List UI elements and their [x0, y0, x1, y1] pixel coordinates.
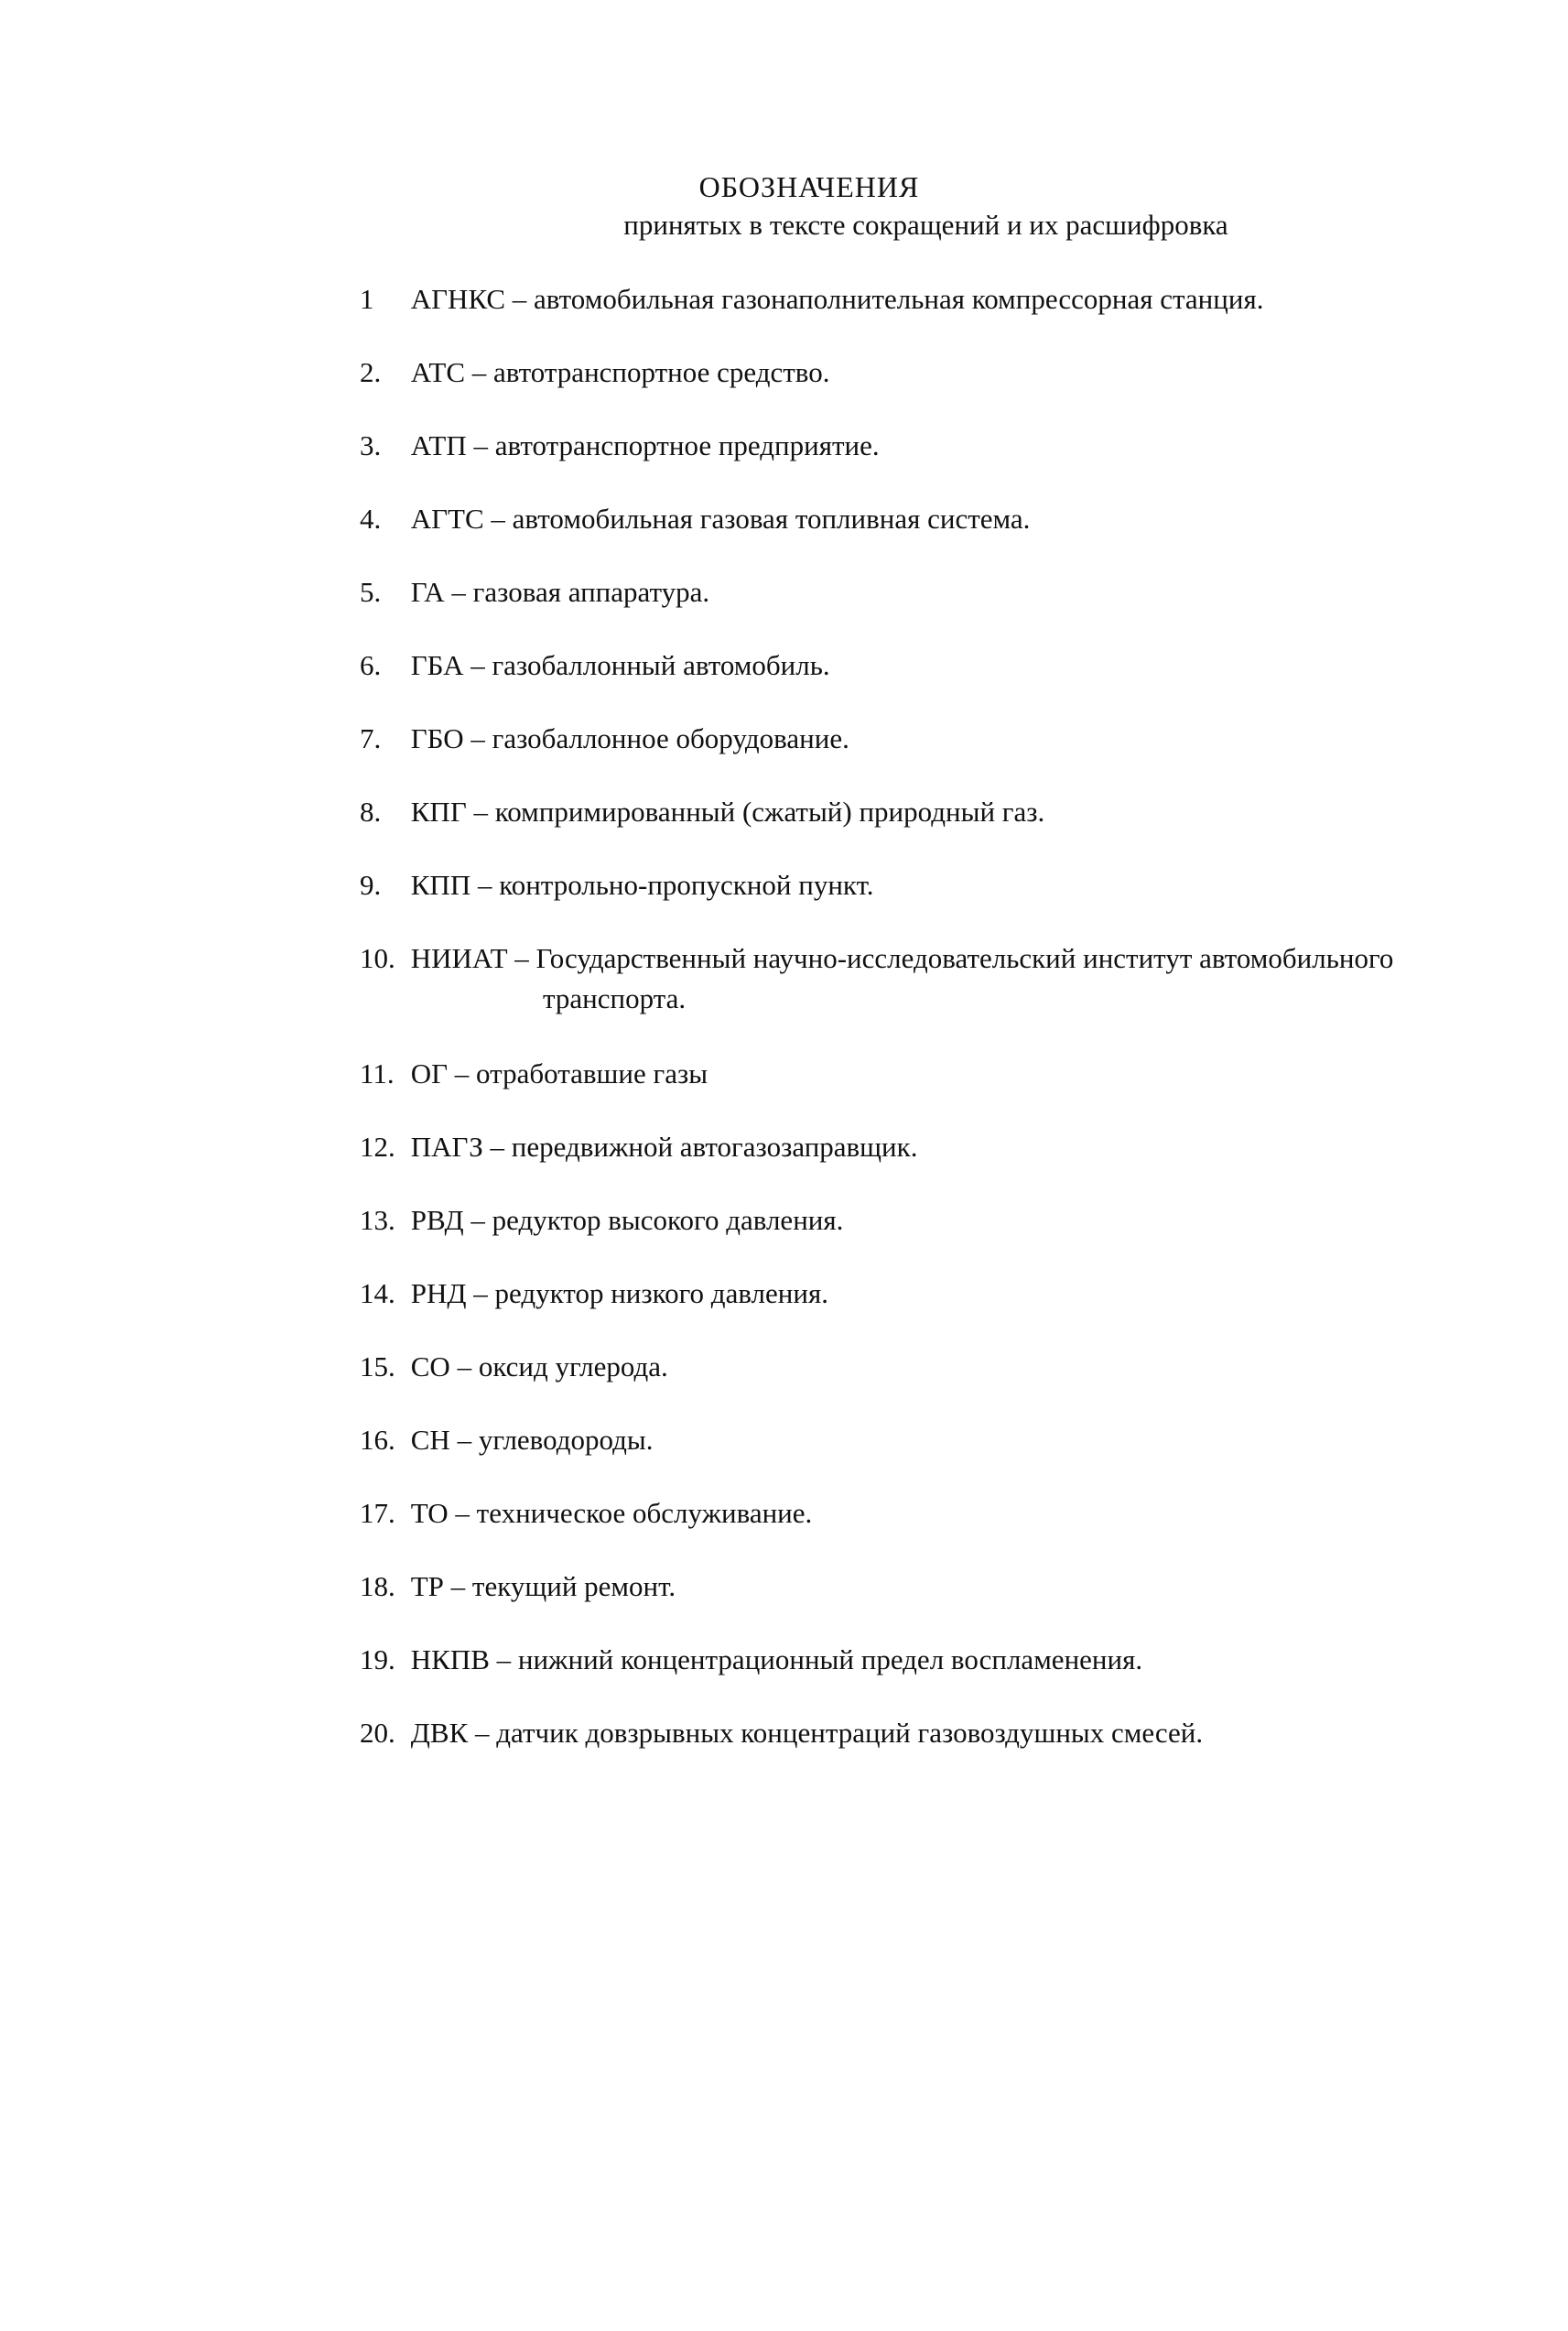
list-item: [360, 426, 1513, 499]
item-number: 17.: [360, 1497, 395, 1529]
list-item: [360, 1347, 1513, 1420]
item-text: КПП – контрольно-пропускной пункт.: [410, 869, 874, 901]
item-number: 14.: [360, 1277, 395, 1309]
list-item: [360, 1054, 1513, 1127]
item-number: 3.: [360, 429, 382, 461]
item-text: СО – оксид углерода.: [410, 1350, 668, 1382]
item-number: 11.: [360, 1057, 395, 1090]
list-item: [360, 1420, 1513, 1493]
list-item: [360, 1567, 1513, 1640]
item-text-continuation: транспорта.: [543, 982, 687, 1014]
list-item: [360, 719, 1513, 792]
list-item: [360, 792, 1513, 865]
item-number: 2.: [360, 356, 382, 388]
item-number: 16.: [360, 1424, 395, 1456]
page-title: ОБОЗНАЧЕНИЯ: [698, 170, 920, 203]
list-item: [360, 645, 1513, 719]
list-item: [360, 1274, 1513, 1347]
list-item: [360, 1127, 1513, 1200]
list-item: [360, 865, 1513, 938]
list-item: [360, 279, 1513, 352]
list-item: [360, 572, 1513, 645]
item-number: 10.: [360, 942, 395, 974]
page-subtitle: принятых в тексте сокращений и их расшифровка: [623, 209, 1228, 241]
list-item: [360, 1713, 1513, 1786]
item-number: 18.: [360, 1570, 395, 1602]
list-item: [360, 1493, 1513, 1567]
item-number: 13.: [360, 1204, 395, 1236]
item-text: ПАГЗ – передвижной автогазозаправщик.: [410, 1131, 918, 1163]
item-text: КПГ – компримированный (сжатый) природный газ.: [410, 796, 1045, 828]
abbreviation-list: [360, 279, 1513, 1786]
item-number: 19.: [360, 1643, 395, 1675]
item-text: ГБА – газобаллонный автомобиль.: [410, 649, 830, 681]
item-number: 1: [360, 283, 374, 315]
item-number: 9.: [360, 869, 382, 901]
item-number: 6.: [360, 649, 382, 681]
item-number: 12.: [360, 1131, 395, 1163]
item-text: ОГ – отработавшие газы: [410, 1057, 708, 1090]
item-text: НИИАТ – Государственный научно-исследовательский институт автомобильного: [410, 942, 1394, 974]
item-text: РВД – редуктор высокого давления.: [410, 1204, 844, 1236]
item-text: АТП – автотранспортное предприятие.: [410, 429, 880, 461]
item-text: ГА – газовая аппаратура.: [410, 576, 710, 608]
item-text: РНД – редуктор низкого давления.: [410, 1277, 828, 1309]
item-text: ТР – текущий ремонт.: [410, 1570, 676, 1602]
item-text: СН – углеводороды.: [410, 1424, 654, 1456]
item-text: ТО – техническое обслуживание.: [410, 1497, 813, 1529]
list-item: [360, 938, 1513, 1054]
item-text: НКПВ – нижний концентрационный предел воспламенения.: [410, 1643, 1143, 1675]
item-text: ГБО – газобаллонное оборудование.: [410, 722, 849, 754]
item-number: 5.: [360, 576, 382, 608]
list-item: [360, 499, 1513, 572]
item-number: 8.: [360, 796, 382, 828]
list-item: [360, 352, 1513, 426]
item-number: 4.: [360, 503, 382, 535]
item-text: АГНКС – автомобильная газонаполнительная компрессорная станция.: [410, 283, 1264, 315]
list-item: [360, 1200, 1513, 1274]
item-text: ДВК – датчик довзрывных концентраций газовоздушных смесей.: [410, 1717, 1204, 1749]
item-number: 20.: [360, 1717, 395, 1749]
item-text: АГТС – автомобильная газовая топливная система.: [410, 503, 1031, 535]
item-number: 15.: [360, 1350, 395, 1382]
item-text: АТС – автотранспортное средство.: [410, 356, 830, 388]
item-number: 7.: [360, 722, 382, 754]
list-item: [360, 1640, 1513, 1713]
